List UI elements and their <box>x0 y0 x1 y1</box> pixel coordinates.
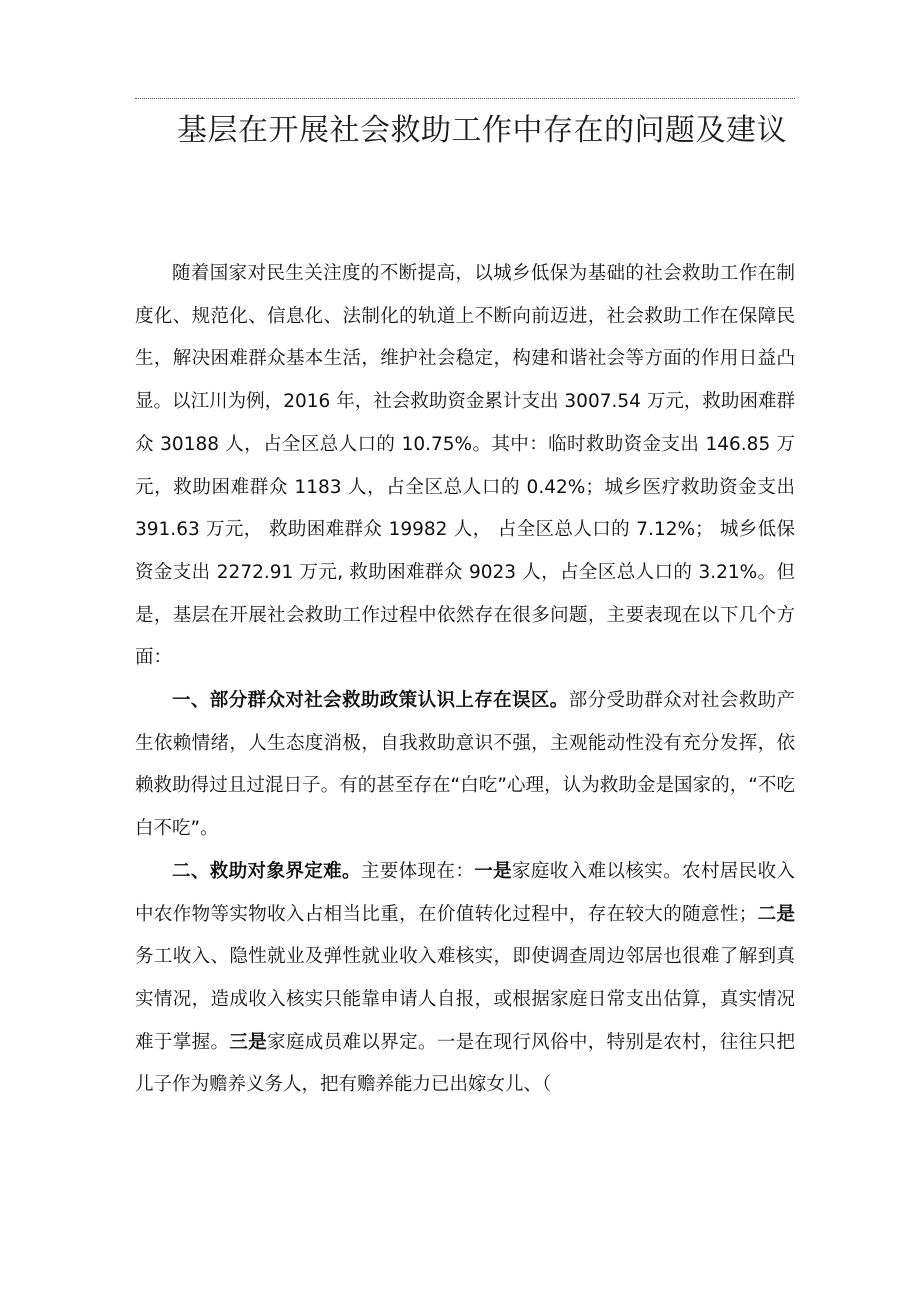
point-1-label: 一是 <box>474 860 513 882</box>
header-divider <box>135 98 795 99</box>
point-1-text: 家庭收入难以核实。农村居民收入中农作物等实物收入占相当比重，在价值转化过程中，存在较大的随意性； <box>135 860 795 925</box>
section-2-heading: 二、救助对象界定难。 <box>172 860 361 882</box>
point-2-label: 二是 <box>757 903 795 925</box>
document-title: 基层在开展社会救助工作中存在的问题及建议 <box>177 113 787 148</box>
intro-paragraph: 随着国家对民生关注度的不断提高，以城乡低保为基础的社会救助工作在制度化、规范化、信息化、法制化的轨道上不断向前迈进，社会救助工作在保障民生，解决困难群众基本生活，维护社会稳定，构建和谐社会等方面的作用日益凸显。以江川为例，2016 年，社会救助资金累计支出 3007.54 万元，救助困难群众 30188 人，占全区总人口的 10.75%。其中：临时救助资金支出 146.85 万元，救助困难群众 1183 人，占全区总人口的 0.42%；城乡医疗救助资金支出 391.63 万元， 救助困难群众 19982 人， 占全区总人口的 7.12%； 城乡低保资金支出 2272.91 万元, 救助困难群众 9023 人，占全区总人口的 3.21%。但是，基层在开展社会救助工作过程中依然存在很多问题，主要表现在以下几个方面： <box>135 263 795 669</box>
document-body <box>135 253 795 1107</box>
section-2-intro: 主要体现在： <box>360 860 475 882</box>
section-1-text: 部分受助群众对社会救助产生依赖情绪，人生态度消极，自我救助意识不强，主观能动性没有充分发挥，依赖救助得过且过混日子。有的甚至存在“白吃”心理，认为救助金是国家的，“不吃白不吃”。 <box>135 690 795 840</box>
point-3-label: 三是 <box>229 1031 268 1053</box>
point-3-text: 家庭成员难以界定。一是在现行风俗中，特别是农村，往往只把儿子作为赡养义务人，把有赡养能力已出嫁女儿、（ <box>135 1031 795 1096</box>
point-2-text: 务工收入、隐性就业及弹性就业收入难核实，即使调查周边邻居也很难了解到真实情况，造成收入核实只能靠申请人自报，或根据家庭日常支出估算，真实情况难于掌握。 <box>135 946 795 1053</box>
section-1-paragraph <box>135 680 795 851</box>
section-1-heading: 一、部分群众对社会救助政策认识上存在误区。 <box>172 690 569 712</box>
section-2-paragraph <box>135 851 795 1107</box>
